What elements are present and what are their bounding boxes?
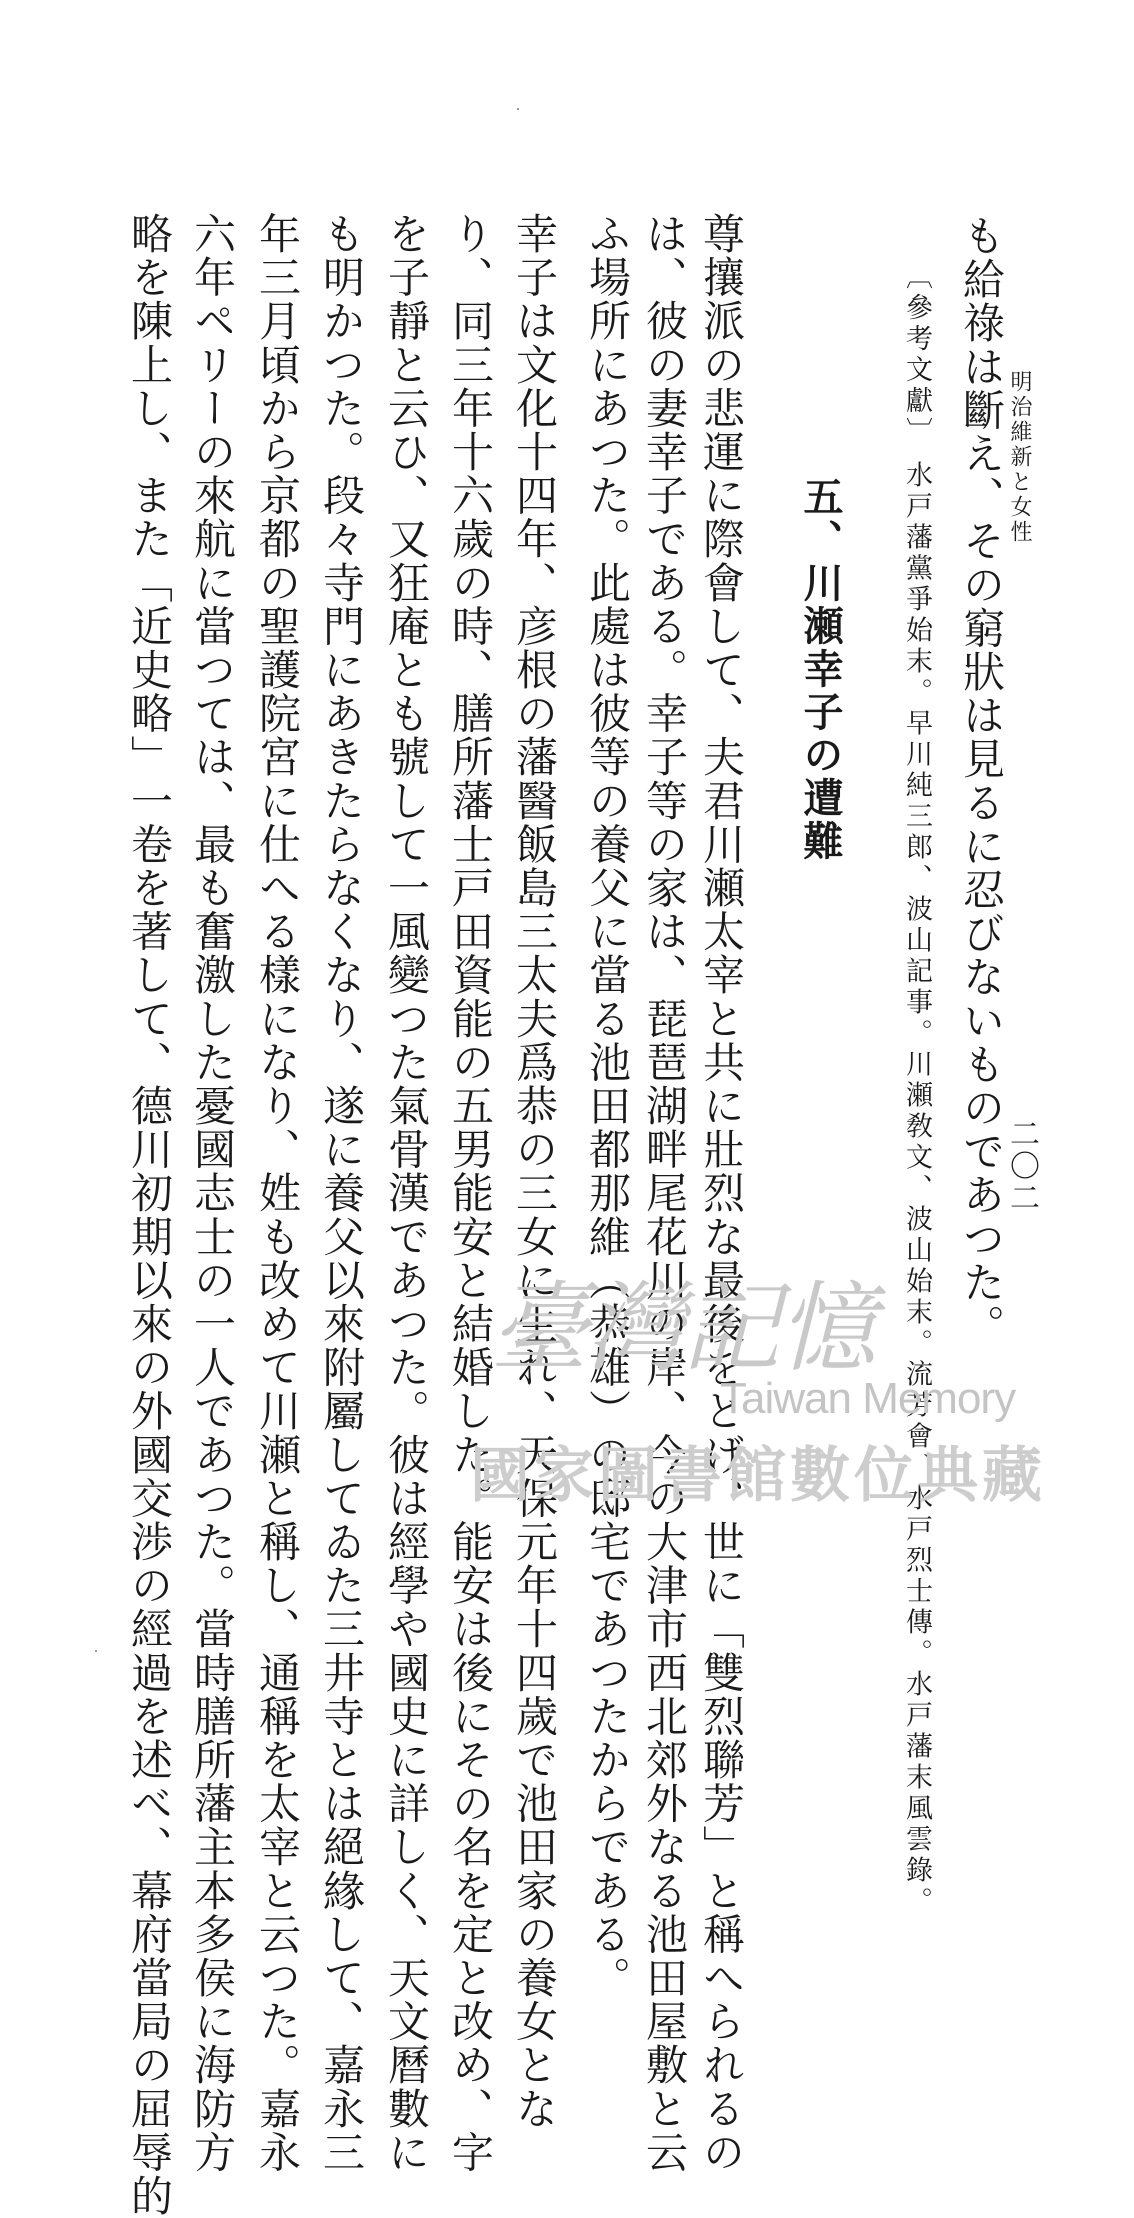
watermark-calligraphy: 臺灣記憶: [490, 1272, 875, 1386]
watermark: [470, 1250, 1090, 1510]
body-column: 幸子は文化十四年、彦根の藩醫飯島三太夫爲恭の三女に生れ、天保元年十四歲で池田家の養女とな: [510, 212, 559, 2131]
body-column: は、彼の妻幸子である。幸子等の家は、琵琶湖畔尾花川の岸、今の大津市西北郊外なる池田屋敷と云: [640, 212, 689, 2174]
section-heading: 五、川瀬幸子の遭難: [797, 476, 844, 863]
body-column: ふ場所にあつた。此處は彼等の養父に當る池田都那維（恭雄）の邸宅であつたからである。: [583, 212, 632, 2000]
scan-speck: [95, 1650, 97, 1652]
body-column: も給祿は斷え、その窮狀は見るに忍びないものであつた。: [957, 214, 1006, 1348]
body-column: り、同三年十六歲の時、膳所藩士戸田資能の五男能安と結婚した。能安は後にその名を定と改め、字: [446, 212, 495, 2174]
body-column: 略を陳上し、また「近史略」一卷を著して、德川初期以來の外國交渉の經過を述べ、幕府當局の屈辱的: [125, 212, 174, 2218]
references-line: 〔參考文獻〕 水戸藩黨爭始末。早川純三郎、波山記事。川瀬敎文、波山始末。流芳會、水戸烈士傳。水戸藩末風雲錄。: [901, 262, 932, 1918]
watermark-chinese: 國家圖書館數位典藏: [470, 1441, 1046, 1511]
page-number: 二〇二: [1004, 1118, 1039, 1214]
body-column: を子靜と云ひ、又狂庵とも號して一風變つた氣骨漢であつた。彼は經學や國史に詳しく、天文曆數に: [382, 212, 431, 2174]
body-column: 年三月頃から京都の聖護院宮に仕へる樣になり、姓も改めて川瀬と稱し、通稱を太宰と云つた。嘉永: [253, 212, 302, 2174]
body-column: 尊攘派の悲運に際會して、夫君川瀬太宰と共に壯烈な最後をとげ、世に「雙烈聯芳」と稱へられるの: [697, 212, 746, 2174]
body-column: 六年ペリーの來航に當つては、最も奮激した憂國志士の一人であつた。當時膳所藩主本多侯に海防方: [188, 212, 237, 2174]
watermark-english: Taiwan Memory: [720, 1374, 1016, 1423]
body-column: も明かつた。段々寺門にあきたらなくなり、遂に養父以來附屬してゐた三井寺とは絕緣して、嘉永三: [317, 212, 366, 2174]
scan-speck: [517, 108, 519, 110]
running-title: 明治維新と女性: [1007, 370, 1032, 545]
